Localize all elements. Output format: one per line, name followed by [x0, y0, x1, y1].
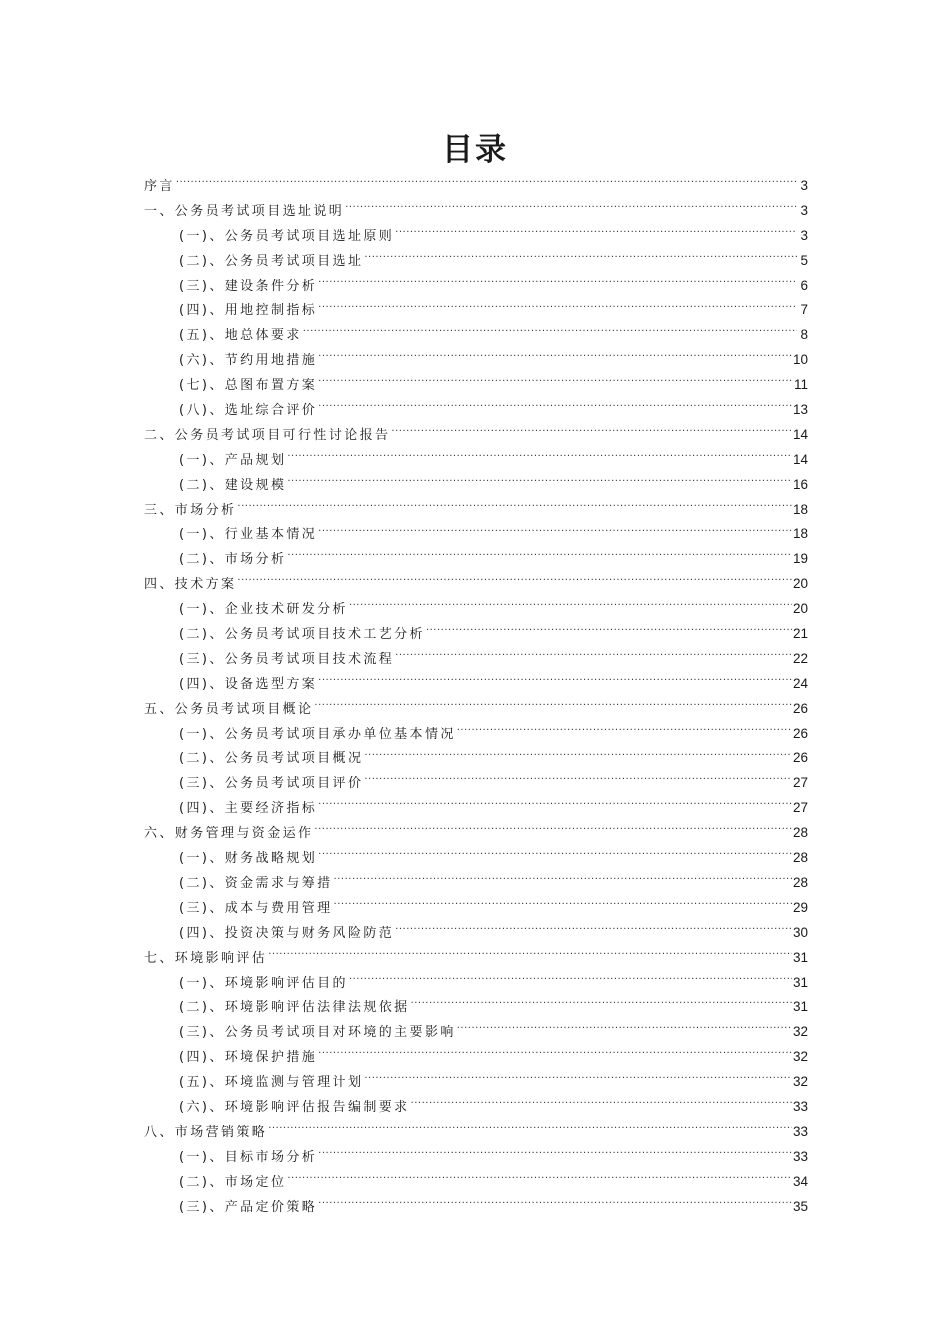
toc-entry-label: 六、财务管理与资金运作 — [144, 826, 314, 842]
toc-entry[interactable] — [144, 896, 808, 921]
toc-entry[interactable] — [144, 1120, 808, 1145]
toc-entry[interactable] — [144, 423, 808, 448]
toc-entry-label: (六)、节约用地措施 — [179, 353, 318, 369]
toc-dot-leader — [411, 1099, 792, 1111]
toc-entry[interactable] — [144, 871, 808, 896]
toc-dot-leader — [364, 253, 797, 265]
toc-entry[interactable] — [144, 1170, 808, 1195]
toc-entry-label: (一)、财务战略规划 — [179, 851, 318, 867]
toc-entry-page-number: 11 — [793, 377, 808, 393]
toc-entry-label: (三)、建设条件分析 — [179, 278, 318, 294]
toc-entry[interactable] — [144, 672, 808, 697]
toc-dot-leader — [287, 551, 792, 563]
toc-entry-page-number: 31 — [792, 949, 808, 965]
toc-entry[interactable] — [144, 373, 808, 398]
toc-entry-page-number: 28 — [792, 825, 808, 841]
toc-entry-page-number: 27 — [792, 800, 808, 816]
toc-entry-page-number: 29 — [792, 899, 808, 915]
toc-dot-leader — [364, 750, 792, 762]
toc-entry-label: (二)、环境影响评估法律法规依据 — [179, 1000, 410, 1016]
toc-entry-page-number: 21 — [792, 626, 808, 642]
toc-entry[interactable] — [144, 274, 808, 299]
toc-entry[interactable] — [144, 473, 808, 498]
toc-entry-page-number: 14 — [792, 451, 808, 467]
toc-entry-label: (三)、公务员考试项目评价 — [179, 776, 364, 792]
toc-entry-label: (二)、建设规模 — [179, 477, 287, 493]
toc-entry-label: 序言 — [144, 179, 175, 194]
toc-entry[interactable] — [144, 547, 808, 572]
toc-entry[interactable] — [144, 821, 808, 846]
toc-entry[interactable] — [144, 771, 808, 796]
toc-entry[interactable] — [144, 971, 808, 996]
toc-entry[interactable] — [144, 722, 808, 747]
toc-entry-label: (二)、公务员考试项目概况 — [179, 751, 364, 767]
toc-entry-page-number: 18 — [792, 526, 808, 542]
toc-title: 目录 — [442, 132, 508, 168]
toc-entry[interactable] — [144, 348, 808, 373]
toc-entry-page-number: 8 — [800, 327, 808, 343]
toc-entry[interactable] — [144, 1145, 808, 1170]
toc-dot-leader — [318, 377, 793, 389]
toc-entry-page-number: 19 — [792, 551, 808, 567]
toc-dot-leader — [349, 601, 792, 613]
toc-entry-label: (二)、公务员考试项目技术工艺分析 — [179, 627, 425, 643]
toc-entry[interactable] — [144, 199, 808, 224]
toc-entry-label: (四)、用地控制指标 — [179, 303, 318, 319]
toc-entry-label: (二)、市场定位 — [179, 1174, 287, 1190]
toc-entry-page-number: 28 — [792, 850, 808, 866]
toc-dot-leader — [457, 1024, 792, 1036]
toc-entry-page-number: 33 — [792, 1148, 808, 1164]
toc-entry-label: 八、市场营销策略 — [144, 1124, 268, 1140]
toc-dot-leader — [318, 1149, 792, 1161]
toc-entry-page-number: 14 — [792, 426, 808, 442]
toc-entry-page-number: 32 — [792, 1024, 808, 1040]
toc-entry[interactable] — [144, 622, 808, 647]
toc-entry[interactable] — [144, 597, 808, 622]
toc-entry-page-number: 20 — [792, 576, 808, 592]
toc-entry-page-number: 24 — [792, 675, 808, 691]
toc-entry-label: (三)、产品定价策略 — [179, 1199, 318, 1215]
toc-entry[interactable] — [144, 572, 808, 597]
toc-entry-page-number: 3 — [800, 178, 808, 193]
toc-dot-leader — [268, 950, 792, 962]
toc-entry[interactable] — [144, 1020, 808, 1045]
toc-entry-page-number: 5 — [800, 252, 808, 268]
toc-entry-label: 二、公务员考试项目可行性讨论报告 — [144, 427, 391, 443]
toc-dot-leader — [287, 477, 792, 489]
toc-entry-page-number: 3 — [800, 227, 808, 243]
table-of-contents — [144, 174, 808, 1219]
toc-dot-leader — [318, 402, 792, 414]
toc-entry-page-number: 27 — [792, 775, 808, 791]
toc-entry-page-number: 35 — [792, 1198, 808, 1214]
toc-entry-label: (一)、公务员考试项目选址原则 — [179, 228, 395, 244]
toc-dot-leader — [364, 775, 792, 787]
toc-dot-leader — [287, 1174, 792, 1186]
toc-entry-page-number: 33 — [792, 1098, 808, 1114]
toc-entry[interactable] — [144, 846, 808, 871]
toc-entry-label: (四)、投资决策与财务风险防范 — [179, 925, 395, 941]
toc-entry-label: (四)、设备选型方案 — [179, 676, 318, 692]
toc-dot-leader — [395, 651, 792, 663]
toc-entry-label: (七)、总图布置方案 — [179, 378, 318, 394]
toc-entry-page-number: 28 — [792, 874, 808, 890]
toc-entry-page-number: 33 — [792, 1123, 808, 1139]
toc-entry-label: 五、公务员考试项目概论 — [144, 701, 314, 717]
toc-dot-leader — [237, 576, 792, 588]
toc-dot-leader — [303, 327, 797, 339]
toc-entry[interactable] — [144, 647, 808, 672]
toc-dot-leader — [176, 178, 797, 190]
toc-dot-leader — [318, 1199, 792, 1211]
toc-entry-page-number: 32 — [792, 1074, 808, 1090]
toc-entry-page-number: 10 — [792, 352, 808, 368]
toc-dot-leader — [287, 452, 792, 464]
toc-entry-label: (二)、市场分析 — [179, 552, 287, 568]
toc-dot-leader — [318, 352, 792, 364]
toc-dot-leader — [364, 1074, 792, 1086]
toc-entry[interactable] — [144, 746, 808, 771]
toc-dot-leader — [426, 626, 792, 638]
toc-dot-leader — [349, 975, 792, 987]
toc-entry-page-number: 30 — [792, 924, 808, 940]
toc-entry[interactable] — [144, 946, 808, 971]
toc-entry-label: (一)、公务员考试项目承办单位基本情况 — [179, 726, 456, 742]
toc-entry-page-number: 31 — [792, 974, 808, 990]
toc-dot-leader — [395, 925, 792, 937]
toc-entry[interactable] — [144, 224, 808, 249]
toc-entry[interactable] — [144, 995, 808, 1020]
toc-dot-leader — [395, 228, 797, 240]
toc-entry-label: (三)、公务员考试项目对环境的主要影响 — [179, 1025, 456, 1041]
toc-dot-leader — [318, 526, 792, 538]
toc-dot-leader — [314, 825, 792, 837]
toc-entry-label: (一)、目标市场分析 — [179, 1149, 318, 1165]
toc-entry[interactable] — [144, 1095, 808, 1120]
toc-entry-page-number: 26 — [792, 700, 808, 716]
toc-dot-leader — [318, 1049, 792, 1061]
toc-entry[interactable] — [144, 174, 808, 199]
toc-entry-label: (一)、产品规划 — [179, 452, 287, 468]
toc-entry-page-number: 18 — [792, 501, 808, 517]
toc-entry[interactable] — [144, 1195, 808, 1220]
toc-dot-leader — [345, 203, 797, 215]
toc-dot-leader — [318, 676, 792, 688]
toc-entry[interactable] — [144, 298, 808, 323]
toc-entry-page-number: 20 — [792, 601, 808, 617]
toc-entry[interactable] — [144, 1045, 808, 1070]
toc-entry-label: (一)、企业技术研发分析 — [179, 602, 348, 618]
toc-entry-label: (三)、成本与费用管理 — [179, 900, 333, 916]
toc-dot-leader — [268, 1124, 792, 1136]
toc-entry-page-number: 13 — [792, 402, 808, 418]
toc-entry-label: (八)、选址综合评价 — [179, 403, 318, 419]
toc-dot-leader — [411, 999, 792, 1011]
toc-entry-label: 七、环境影响评估 — [144, 950, 268, 966]
toc-dot-leader — [318, 850, 792, 862]
toc-entry-label: 三、市场分析 — [144, 502, 237, 518]
toc-entry-page-number: 32 — [792, 1049, 808, 1065]
toc-entry-label: (二)、资金需求与筹措 — [179, 875, 333, 891]
toc-dot-leader — [334, 875, 792, 887]
toc-entry[interactable] — [144, 498, 808, 523]
toc-entry[interactable] — [144, 448, 808, 473]
toc-entry-label: (一)、环境影响评估目的 — [179, 975, 348, 991]
toc-entry[interactable] — [144, 323, 808, 348]
toc-entry-page-number: 26 — [792, 750, 808, 766]
toc-entry-page-number: 6 — [800, 277, 808, 293]
toc-entry-label: (四)、环境保护措施 — [179, 1050, 318, 1066]
toc-entry-label: (四)、主要经济指标 — [179, 801, 318, 817]
toc-entry-label: (五)、环境监测与管理计划 — [179, 1075, 364, 1091]
toc-dot-leader — [314, 701, 792, 713]
toc-entry[interactable] — [144, 697, 808, 722]
toc-entry-page-number: 34 — [792, 1173, 808, 1189]
toc-entry[interactable] — [144, 522, 808, 547]
toc-dot-leader — [457, 726, 792, 738]
toc-entry-page-number: 16 — [792, 476, 808, 492]
toc-entry[interactable] — [144, 796, 808, 821]
toc-dot-leader — [318, 302, 797, 314]
toc-entry-label: (五)、地总体要求 — [179, 328, 302, 344]
toc-entry[interactable] — [144, 1070, 808, 1095]
toc-entry-page-number: 26 — [792, 725, 808, 741]
toc-entry-page-number: 3 — [800, 202, 808, 218]
toc-entry[interactable] — [144, 921, 808, 946]
toc-entry[interactable] — [144, 398, 808, 423]
toc-entry-page-number: 7 — [800, 302, 808, 318]
toc-entry-label: 一、公务员考试项目选址说明 — [144, 203, 345, 219]
toc-entry-label: (六)、环境影响评估报告编制要求 — [179, 1099, 410, 1115]
toc-dot-leader — [318, 800, 792, 812]
toc-dot-leader — [391, 427, 792, 439]
toc-entry-label: (三)、公务员考试项目技术流程 — [179, 651, 395, 667]
toc-dot-leader — [334, 900, 792, 912]
toc-entry-label: 四、技术方案 — [144, 577, 237, 593]
toc-dot-leader — [318, 278, 797, 290]
toc-entry-label: (二)、公务员考试项目选址 — [179, 253, 364, 269]
toc-entry-label: (一)、行业基本情况 — [179, 527, 318, 543]
toc-entry[interactable] — [144, 249, 808, 274]
toc-dot-leader — [237, 502, 792, 514]
toc-entry-page-number: 22 — [792, 650, 808, 666]
toc-entry-page-number: 31 — [792, 999, 808, 1015]
